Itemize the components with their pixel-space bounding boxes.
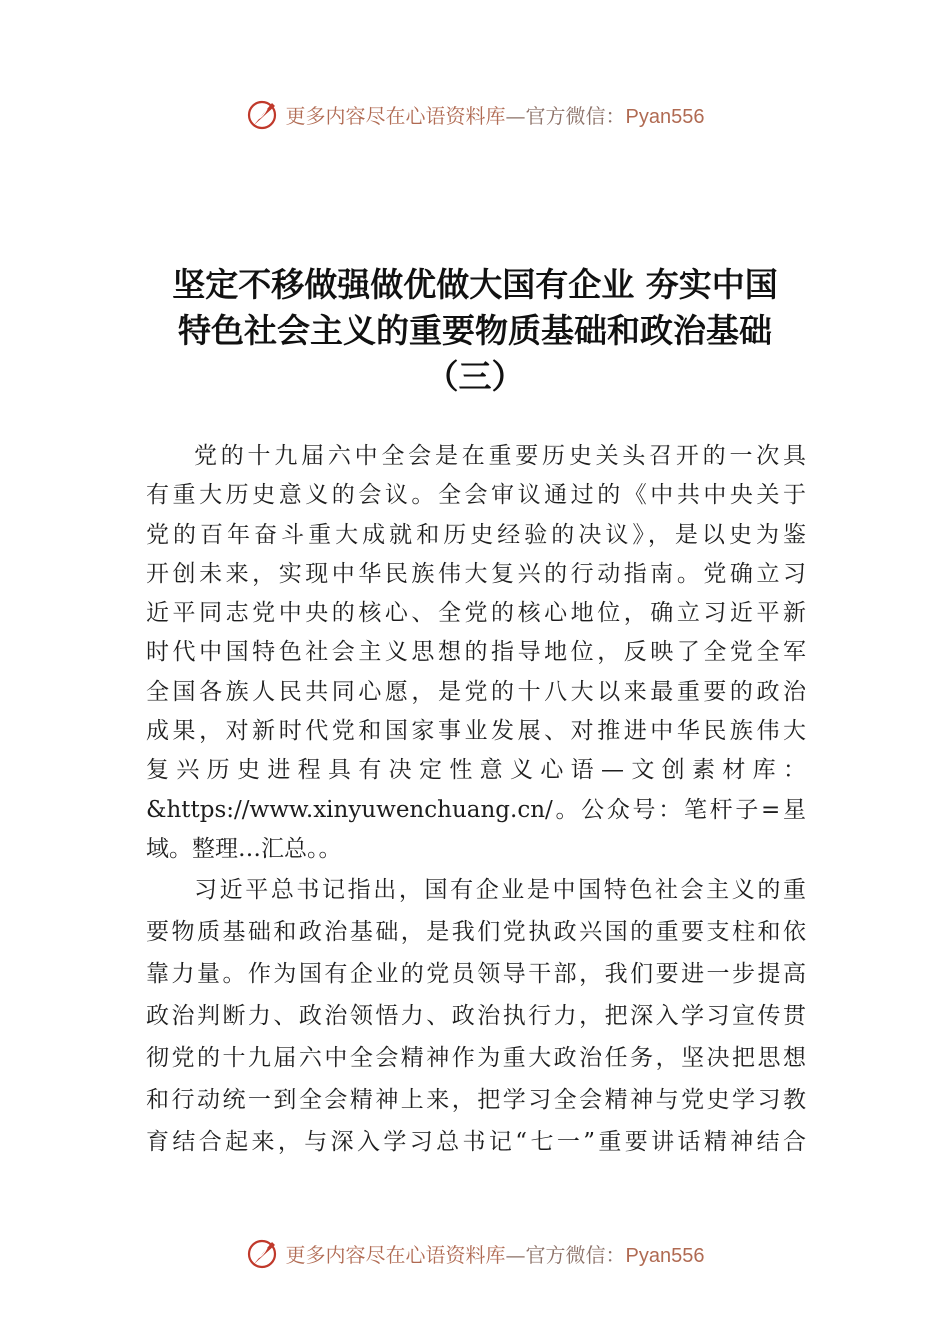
- text-line: 域。整理…汇总。。: [146, 835, 342, 862]
- document-body: [146, 437, 806, 1163]
- title-line-3: （三）: [425, 357, 525, 396]
- title-line-2: 特色社会主义的重要物质基础和政治基础: [178, 311, 772, 350]
- text-line: 靠力量。作为国有企业的党员领导干部，我们要进一步提高: [146, 961, 806, 988]
- text-line: 开创未来，实现中华民族伟大复兴的行动指南。党确立习: [146, 560, 806, 587]
- text-line: 政治判断力、政治领悟力、政治执行力，把深入学习宣传贯: [146, 1003, 806, 1030]
- text-line: 有重大历史意义的会议。全会审议通过的《中共中央关于: [146, 482, 806, 509]
- text-line: 育结合起来，与深入学习总书记“七一”重要讲话精神结合: [146, 1129, 806, 1156]
- paragraph-1: [146, 437, 806, 869]
- footer-watermark-banner: [0, 1233, 950, 1273]
- text-line: 要物质基础和政治基础，是我们党执政兴国的重要支柱和依: [146, 919, 806, 946]
- text-line: 习近平总书记指出，国有企业是中国特色社会主义的重: [194, 877, 806, 904]
- banner-text: 更多内容尽在心语资料库—官方微信：Pyan556: [285, 1242, 705, 1267]
- banner-text: 更多内容尽在心语资料库—官方微信：Pyan556: [285, 103, 705, 128]
- text-line: 党的百年奋斗重大成就和历史经验的决议》，是以史为鉴: [146, 521, 806, 548]
- text-line: 近平同志党中央的核心、全党的核心地位，确立习近平新: [146, 600, 806, 627]
- document-title: [100, 262, 850, 400]
- title-line-1: 坚定不移做强做优做大国有企业 夯实中国: [172, 265, 778, 304]
- text-line: 复兴历史进程具有决定性意义心语—文创素材库：: [146, 757, 806, 784]
- text-line: &https://www.xinyuwenchuang.cn/。公众号：笔杆子=星: [146, 796, 806, 823]
- text-line: 和行动统一到全会精神上来，把学习全会精神与党史学习教: [146, 1087, 806, 1114]
- quill-logo-icon: [246, 97, 280, 131]
- paragraph-2: [146, 869, 806, 1163]
- text-line: 彻党的十九届六中全会精神作为重大政治任务，坚决把思想: [146, 1045, 806, 1072]
- header-watermark-banner: [0, 94, 950, 134]
- text-line: 党的十九届六中全会是在重要历史关头召开的一次具: [194, 443, 806, 469]
- text-line: 全国各族人民共同心愿，是党的十八大以来最重要的政治: [146, 678, 806, 705]
- quill-logo-icon: [246, 1236, 280, 1270]
- text-line: 成果，对新时代党和国家事业发展、对推进中华民族伟大: [146, 718, 806, 745]
- text-line: 时代中国特色社会主义思想的指导地位，反映了全党全军: [146, 639, 806, 666]
